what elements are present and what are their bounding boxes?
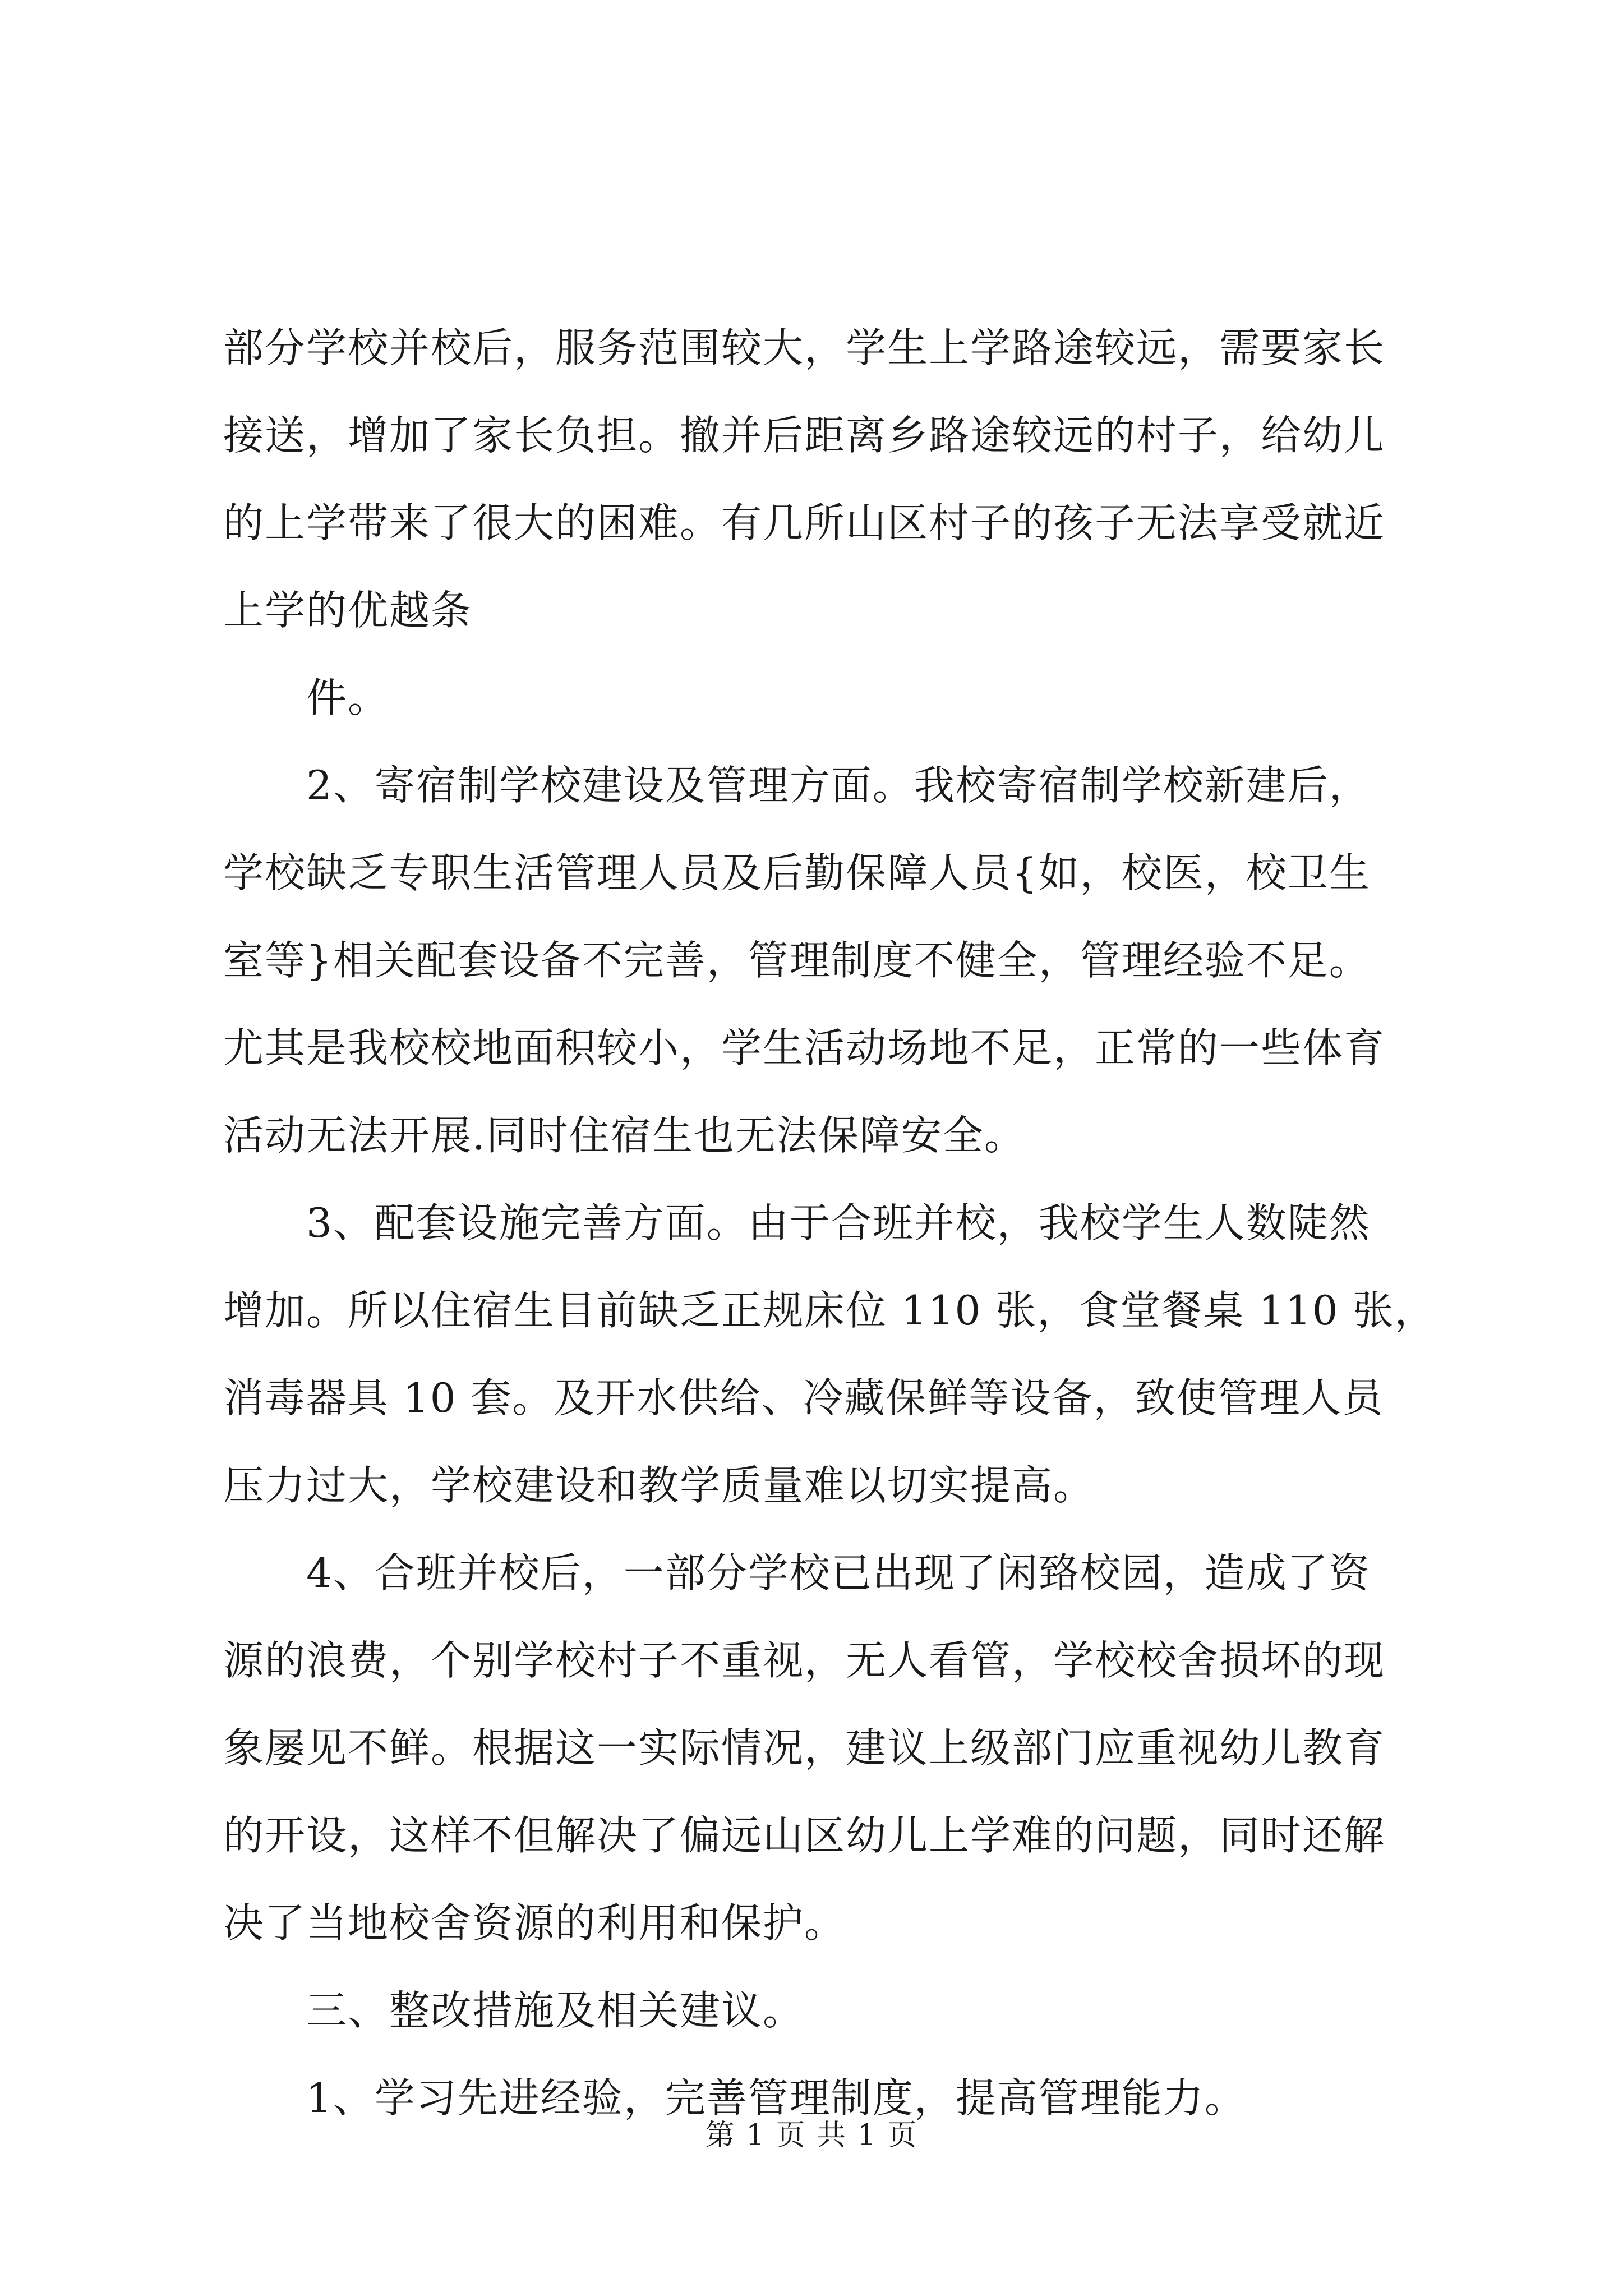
text-line: 源的浪费，个别学校村子不重视，无人看管，学校校舍损坏的现 — [223, 1637, 1386, 1684]
paragraph-1 — [223, 304, 1407, 654]
text-line: 件。 — [306, 674, 390, 721]
paragraph-4 — [223, 1179, 1436, 1529]
text-line: 增加。所以住宿生目前缺乏正规床位 110 张，食堂餐桌 110 张， — [223, 1287, 1436, 1334]
text-line: 3、配套设施完善方面。由于合班并校，我校学生人数陡然 — [306, 1199, 1371, 1246]
paragraph-5 — [223, 1529, 1407, 1967]
text-line: 决了当地校舍资源的利用和保护。 — [223, 1899, 846, 1947]
document-body — [223, 304, 1436, 2142]
text-line: 尤其是我校校地面积较小，学生活动场地不足，正常的一些体育 — [223, 1024, 1386, 1071]
text-line: 2、寄宿制学校建设及管理方面。我校寄宿制学校新建后， — [306, 762, 1371, 809]
text-line: 学校缺乏专职生活管理人员及后勤保障人员{如，校医，校卫生 — [223, 849, 1371, 896]
text-line: 室等}相关配套设备不完善，管理制度不健全，管理经验不足。 — [223, 937, 1371, 984]
paragraph-6 — [223, 1967, 1407, 2054]
paragraph-2 — [223, 654, 1407, 742]
text-line: 的上学带来了很大的困难。有几所山区村子的孩子无法享受就近 — [223, 499, 1386, 546]
section-heading: 三、整改措施及相关建议。 — [306, 1987, 805, 2034]
text-line: 活动无法开展.同时住宿生也无法保障安全。 — [223, 1112, 1026, 1159]
page-footer: 第 1 页 共 1 页 — [705, 2119, 918, 2152]
text-line: 象屡见不鲜。根据这一实际情况，建议上级部门应重视幼儿教育 — [223, 1724, 1386, 1772]
text-line: 压力过大，学校建设和教学质量难以切实提高。 — [223, 1462, 1095, 1509]
text-line: 接送，增加了家长负担。撤并后距离乡路途较远的村子，给幼儿 — [223, 412, 1386, 459]
text-line: 上学的优越条 — [223, 587, 473, 634]
text-line: 1、学习先进经验，完善管理制度，提高管理能力。 — [306, 2074, 1246, 2122]
text-line: 4、合班并校后，一部分学校已出现了闲臵校园，造成了资 — [306, 1549, 1371, 1596]
text-line: 部分学校并校后，服务范围较大，学生上学路途较远，需要家长 — [223, 324, 1386, 371]
text-line: 消毒器具 10 套。及开水供给、冷藏保鲜等设备，致使管理人员 — [223, 1374, 1384, 1421]
paragraph-3 — [223, 742, 1407, 1179]
text-line: 的开设，这样不但解决了偏远山区幼儿上学难的问题，同时还解 — [223, 1812, 1386, 1859]
